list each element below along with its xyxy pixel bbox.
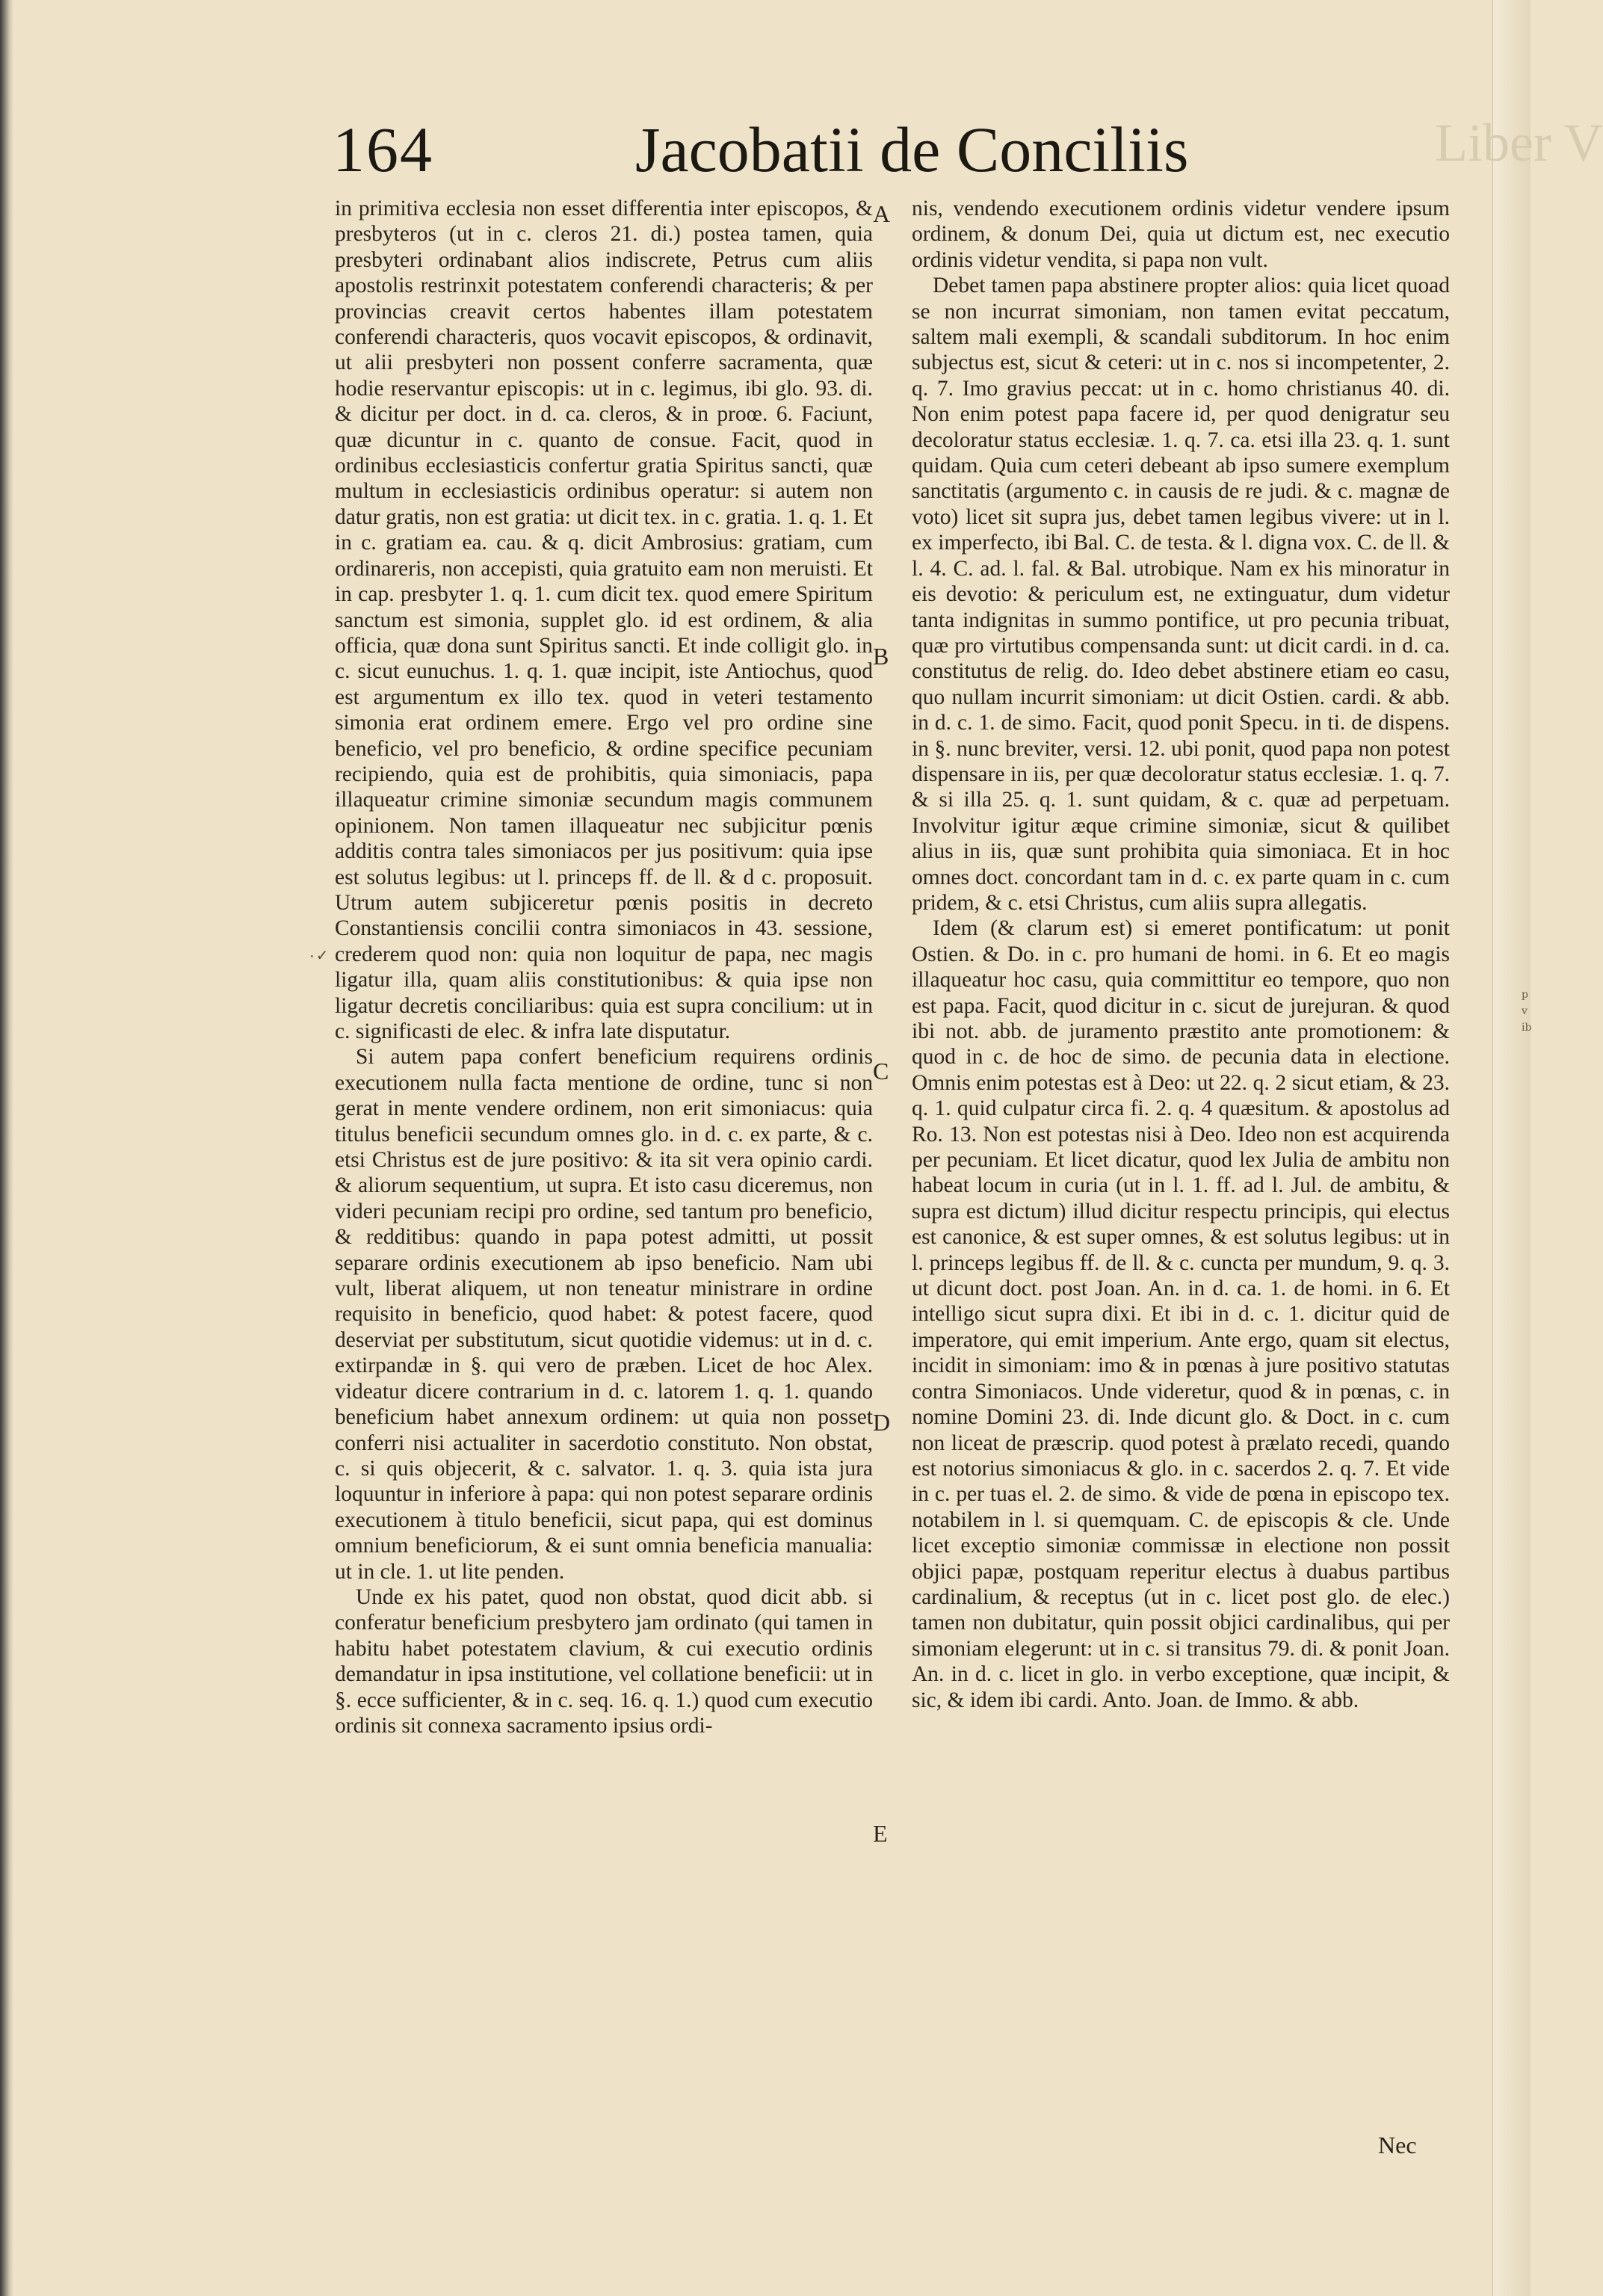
right-column (912, 196, 1450, 1713)
bleed-mark: ib (1522, 1022, 1532, 1034)
page-number: 164 (333, 114, 433, 185)
running-title: Jacobatii de Conciliis (635, 114, 1189, 185)
paragraph: Si autem papa confert beneficium requirens ordinis executionem nulla facta mentione de ordine, tunc si non gerat in mente vendere ordinem, non erit simoniacus: quia titulus beneficii secundum omnes glo. in d. c. ex parte, & c. etsi Christus est de jure positivo: & ita sit vera opinio cardi. & aliorum sequentium, ut supra. Et isto casu diceremus, non videri pecuniam recipi pro ordine, sed tantum pro beneficio, & redditibus: quando in papa potest admitti, ut possit separare ordinis executionem ab ipso beneficio. Nam ubi vult, liberat aliquem, ut non teneatur ministrare in ordine requisito in beneficio, quod habet: & potest facere, quod deserviat per substitutum, sicut quotidie videmus: ut in d. c. extirpandæ in §. qui vero de præben. Licet de hoc Alex. videatur dicere contrarium in d. c. latorem 1. q. 1. quando beneficium habet annexum ordinem: ut quia non posset conferri nisi actualiter in sacerdotio constituto. Non obstat, c. si quis objecerit, & c. salvator. 1. q. 3. quia ista jura loquuntur in inferiore à papa: qui non potest separare ordinis executionem à titulo beneficii, sicut papa, qui est dominus omnium beneficiorum, & ei sunt omnia beneficia manualia: ut in cle. 1. ut lite penden. (335, 1045, 873, 1584)
margin-letter-b: B (873, 643, 889, 670)
margin-letter-a: A (873, 200, 891, 227)
bleed-mark: v (1522, 1005, 1528, 1017)
catchword: Nec (1378, 2132, 1417, 2158)
paragraph: Unde ex his patet, quod non obstat, quod dicit abb. si conferatur beneficium presbytero jam ordinato (qui tamen in habitu habet potestatem clavium, & cui executio ordinis demandatur in ipsa institutione, vel collatione beneficii: ut in §. ecce sufficienter, & in c. seq. 16. q. 1.) quod cum executio ordinis sit connexa sacramento ipsius ordi- (335, 1584, 873, 1738)
margin-letter-d: D (873, 1409, 891, 1436)
margin-letter-e: E (873, 1820, 888, 1847)
paragraph: in primitiva ecclesia non esset differentia inter episcopos, & presbyteros (ut in c. cleros 21. di.) postea tamen, quia presbyteri ordinabant alios indiscrete, Petrus cum aliis apostolis restrinxit potestatem conferendi characteris; & per provincias creavit certos habentes illam potestatem conferendi characteris, quos vocavit episcopos, & ordinavit, ut alii presbyteri non possent conferre sacramenta, quæ hodie reservantur episcopis: ut in c. legimus, ibi glo. 93. di. & dicitur per doct. in d. ca. cleros, & in proœ. 6. Faciunt, quæ dicuntur in c. quanto de consue. Facit, quod in ordinibus ecclesiasticis confertur gratia Spiritus sancti, quæ multum in ecclesiasticis ordinibus operatur: si autem non datur gratis, non est gratia: ut dicit tex. in c. gratia. 1. q. 1. Et in c. gratiam ea. cau. & q. dicit Ambrosius: gratiam, cum ordinareris, non accepisti, quia gratuito eam non meruisti. Et in cap. presbyter 1. q. 1. cum dicit tex. quod emere Spiritum sanctum est simonia, supplet glo. id est ordinem, & alia officia, quæ dona sunt Spiritus sancti. Et inde colligit glo. in c. sicut eunuchus. 1. q. 1. quæ incipit, iste Antiochus, quod est argumentum ex illo tex. quod in veteri testamento simonia erat ordinem emere. Ergo vel pro ordine sine beneficio, vel pro beneficio, & ordine specifice pecuniam recipiendo, quia est de prohibitis, quia simoniacis, papa illaqueatur crimine simoniæ secundum magis communem opinionem. Non tamen illaqueatur nec subjicitur pœnis additis contra tales simoniacos per jus positivum: quia ipse est solutus legibus: ut l. princeps ff. de ll. & d c. proposuit. Utrum autem subjiceretur pœnis positis in decreto Constantiensis concilii contra simoniacos in 43. sessione, crederem quod non: quia non loquitur de papa, nec magis ligatur illa, quam aliis constitutionibus: & quia ipse non ligatur decretis conciliaribus: quia est supra concilium: ut in c. significasti de elec. & infra late disputatur. (335, 197, 873, 1043)
facing-page-marks (1522, 987, 1531, 1036)
margin-check-mark: ٠✓ (308, 946, 329, 964)
margin-letter-c: C (873, 1058, 889, 1084)
book-gutter (0, 0, 13, 2296)
paragraph: Idem (& clarum est) si emeret pontificatum: ut ponit Ostien. & Do. in c. pro humani de homi. in 6. Et eo magis illaqueatur hoc casu, quia committitur eo tempore, quo non est papa. Facit, quod dicitur in c. sicut de jurejuran. & quod ibi not. abb. de juramento præstito ante promotionem: & quod in c. de hoc de simo. de pecunia data in electione. Omnis enim potestas est à Deo: ut 22. q. 2 sicut etiam, & 23. q. 1. quid culpatur circa fi. 2. q. 4 quæsitum. & apostolus ad Ro. 13. Non est potestas nisi à Deo. Ideo non est acquirenda per pecuniam. Et licet dicatur, quod lex Julia de ambitu non habeat locum in curia (ut in l. 1. ff. ad l. Jul. de ambitu, & supra est dictum) illud dicitur respectu principis, qui electus est canonice, & est super omnes, & est solutus legibus: ut in l. princeps legibus ff. de ll. & c. cuncta per mundum, 9. q. 3. ut dicunt doct. post Joan. An. in d. ca. 1. de homi. in 6. Et intelligo sicut supra dixi. Et ibi in d. c. 1. dicitur quid de imperatore, qui emit imperium. Ante ergo, quam sit electus, incidit in simoniam: imo & in pœnas à jure positivo statutas contra Simoniacos. Unde videretur, quod & in pœnas, c. in nomine Domini 23. di. Inde dicunt glo. & Doct. in c. cum non liceat de præscrip. quod potest à prælato recedi, quando est notorius simoniacus & glo. in c. sacerdos 2. q. 7. Et vide in c. per tuas el. 2. de simo. & vide de pœna in episcopo tex. notabilem in l. si quemquam. C. de episcopis & cle. Unde licet exceptio simoniæ commissæ in electione non possit objici papæ, postquam reperitur electus à duabus partibus cardinalium, & receptus (ut in c. licet post glo. de elec.) tamen non dubitatur, quin possit objici cardinalibus, qui per simoniam elegerunt: ut in c. si transitus 79. di. & ponit Joan. An. in d. c. licet in glo. in verbo exceptione, quæ incipit, & sic, & idem ibi cardi. Anto. Joan. de Immo. & abb. (912, 916, 1450, 1712)
paragraph: nis, vendendo executionem ordinis videtur vendere ipsum ordinem, & donum Dei, quia ut dictum est, nec executio ordinis videtur vendita, si papa non vult. (912, 197, 1450, 272)
left-column (335, 196, 873, 1738)
facing-page-edge (1492, 0, 1531, 2296)
facing-page-title-bleed: Liber V (1435, 113, 1603, 173)
bleed-mark: p (1522, 989, 1528, 1001)
paragraph: Debet tamen papa abstinere propter alios: quia licet quoad se non incurrat simoniam, non tamen evitat peccatum, saltem mali exempli, & scandali subditorum. In hoc enim subjectus est, sicut & ceteri: ut in c. nos si incompetenter, 2. q. 7. Imo gravius peccat: ut in c. homo christianus 40. di. Non enim potest papa facere id, per quod denigratur seu decoloratur status ecclesiæ. 1. q. 7. ca. etsi illa 23. q. 1. sunt quidam. Quia cum ceteri debeant ab ipso sumere exemplum sanctitatis (argumento c. in causis de re judi. & c. magnæ de voto) licet sit supra jus, debet tamen legibus vivere: ut in l. ex imperfecto, ibi Bal. C. de testa. & l. digna vox. C. de ll. & l. 4. C. ad. l. fal. & Bal. utrobique. Nam ex his minoratur in eis devotio: & periculum est, ne extinguatur, dum videtur tanta indignitas in summo pontifice, ut pro pecunia tribuat, quæ pro virtutibus compensanda sunt: ut dicit cardi. in d. ca. constitutus de relig. do. Ideo debet abstinere etiam eo casu, quo nullam incurrit simoniam: ut dicit Ostien. cardi. & abb. in d. c. 1. de simo. Facit, quod ponit Specu. in ti. de dispens. in §. nunc breviter, versi. 12. ubi ponit, quod papa non potest dispensare in iis, per quæ decoloratur status ecclesiæ. 1. q. 7. & si illa 25. q. 1. sunt quidam, & c. quæ ad perpetuam. Involvitur igitur æque crimine simoniæ, sicut & quilibet alius in iis, quæ sunt prohibita quia simoniaca. Et in hoc omnes doct. concordant tam in d. c. ex parte quam in c. cum pridem, & c. etsi Christus, cum aliis supra allegatis. (912, 274, 1450, 915)
